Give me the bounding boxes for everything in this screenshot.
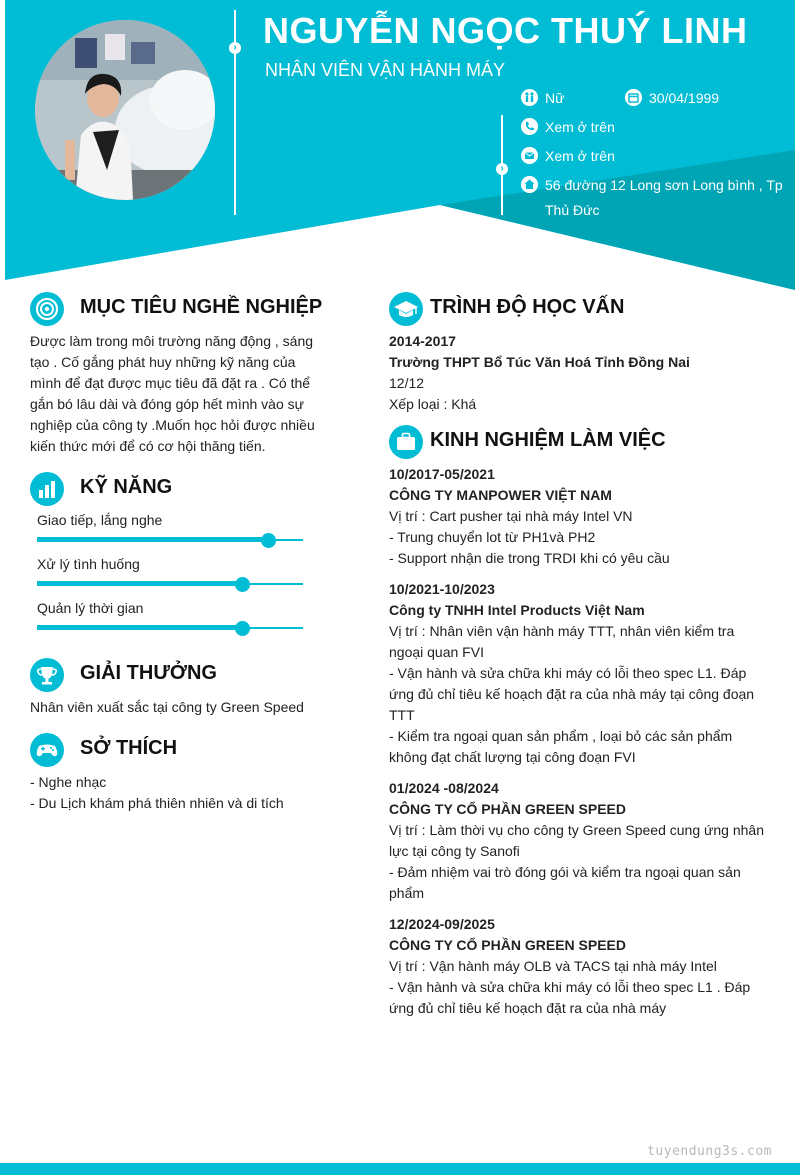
birthday-value: 30/04/1999: [649, 90, 720, 106]
watermark: tuyendung3s.com: [647, 1144, 772, 1159]
job-period: 12/2024-09/2025: [389, 916, 495, 932]
job-line: phẩm: [389, 885, 425, 901]
skill-bar: [37, 539, 303, 541]
awards-header: [30, 658, 330, 694]
education-grade: 12/12: [389, 375, 425, 391]
candidate-name: NGUYỄN NGỌC THUÝ LINH: [263, 10, 748, 51]
education-school: Trường THPT Bổ Túc Văn Hoá Tỉnh Đồng Nai: [389, 354, 690, 370]
job-line: - Kiểm tra ngoại quan sản phẩm , loại bỏ các sản phẩm: [389, 728, 733, 744]
awards-title: GIẢI THƯỞNG: [80, 662, 217, 684]
objective-line: gắn bó lâu dài và đóng góp hết mình vào sự: [30, 396, 305, 412]
candidate-role: NHÂN VIÊN VẬN HÀNH MÁY: [265, 60, 506, 80]
education-period: 2014-2017: [389, 333, 456, 349]
bar-chart-icon: [30, 472, 64, 506]
skill-bar-knob: [235, 577, 250, 592]
birthday-row: [625, 86, 745, 111]
education-title: TRÌNH ĐỘ HỌC VẤN: [430, 296, 625, 318]
job-line: - Vận hành và sửa chữa khi máy có lỗi theo spec L1 . Đáp: [389, 979, 751, 995]
job-company: Công ty TNHH Intel Products Việt Nam: [389, 602, 645, 618]
header-divider: [234, 10, 236, 215]
hobbies-header: [30, 733, 330, 769]
address-row: [521, 173, 786, 225]
skill-bar-fill: [37, 625, 242, 630]
job-company: CÔNG TY MANPOWER VIỆT NAM: [389, 487, 612, 503]
job-line: Vị trí : Vận hành máy OLB và TACS tại nhà máy Intel: [389, 958, 717, 974]
skill-bar-fill: [37, 537, 268, 542]
job-line: TTT: [389, 707, 415, 723]
skill-bar-fill: [37, 581, 242, 586]
job-line: ngoại quan FVI: [389, 644, 484, 660]
home-icon: [521, 176, 538, 193]
gamepad-icon: [30, 733, 64, 767]
hobby-item: - Du Lịch khám phá thiên nhiên và di tích: [30, 795, 284, 811]
job-line: - Trung chuyển lot từ PH1và PH2: [389, 529, 596, 545]
job-line: Vị trí : Nhân viên vận hành máy TTT, nhân viên kiểm tra: [389, 623, 735, 639]
objective-line: kiến thức mới để có cơ hội thăng tiến.: [30, 438, 266, 454]
job-line: không đạt chất lượng tại công đoạn FVI: [389, 749, 636, 765]
hobby-item: - Nghe nhạc: [30, 774, 107, 790]
phone-value: Xem ở trên: [545, 119, 615, 135]
skills-header: [30, 472, 330, 508]
chevron-right-icon: ›: [496, 163, 508, 175]
objective-line: Được làm trong môi trường năng động , sáng: [30, 333, 314, 349]
gender-row: [521, 86, 631, 111]
footer-bar: [0, 1163, 800, 1175]
objective-title: MỤC TIÊU NGHỀ NGHIỆP: [80, 296, 323, 318]
award-item: Nhân viên xuất sắc tại công ty Green Speed: [30, 699, 304, 715]
experience-header: [389, 425, 769, 461]
address-line-2: Thủ Đức: [545, 202, 600, 218]
objective-line: nghiệp của công ty .Muốn học hỏi được nhiều: [30, 417, 315, 433]
education-rank: Xếp loại : Khá: [389, 396, 477, 412]
objective-line: tạo . Cố gắng phát huy những kỹ năng của: [30, 354, 296, 370]
phone-row: [521, 115, 721, 140]
email-value: Xem ở trên: [545, 148, 615, 164]
job-line: lực tại công ty Sanofi: [389, 843, 520, 859]
profile-photo: [35, 20, 215, 200]
skill-label: Giao tiếp, lắng nghe: [37, 512, 163, 528]
hobbies-title: SỞ THÍCH: [80, 737, 178, 759]
trophy-icon: [30, 658, 64, 692]
briefcase-icon: [389, 425, 423, 459]
target-icon: [30, 292, 64, 326]
job-line: - Support nhận die trong TRDI khi có yêu cầu: [389, 550, 670, 566]
job-period: 10/2021-10/2023: [389, 581, 495, 597]
job-company: CÔNG TY CỔ PHẦN GREEN SPEED: [389, 937, 627, 953]
job-line: Vị trí : Làm thời vụ cho công ty Green Speed cung ứng nhân: [389, 822, 764, 838]
skill-label: Xử lý tình huống: [37, 556, 140, 572]
job-line: Vị trí : Cart pusher tại nhà máy Intel VN: [389, 508, 633, 524]
job-line: - Vận hành và sửa chữa khi máy có lỗi theo spec L1. Đáp: [389, 665, 747, 681]
job-period: 10/2017-05/2021: [389, 466, 495, 482]
header-banner: [0, 0, 800, 300]
calendar-icon: [625, 89, 642, 106]
graduation-cap-icon: [389, 292, 423, 326]
education-header: [389, 292, 769, 328]
job-line: ứng đủ chỉ tiêu kế hoạch đặt ra của nhà máy tại công đoạn: [389, 686, 755, 702]
address-line-1: 56 đường 12 Long sơn Long bình , Tp: [545, 177, 783, 193]
job-company: CÔNG TY CỔ PHẦN GREEN SPEED: [389, 801, 627, 817]
skill-bar: [37, 583, 303, 585]
chevron-right-icon: ›: [229, 42, 241, 54]
skill-bar-knob: [235, 621, 250, 636]
experience-title: KINH NGHIỆM LÀM VIỆC: [430, 429, 666, 451]
gender-value: Nữ: [545, 90, 565, 106]
email-row: [521, 144, 721, 169]
job-period: 01/2024 -08/2024: [389, 780, 499, 796]
skill-label: Quản lý thời gian: [37, 600, 144, 616]
job-line: ứng đủ chỉ tiêu kế hoạch đặt ra của nhà máy: [389, 1000, 667, 1016]
gender-icon: [521, 89, 538, 106]
objective-line: mình để đạt được mục tiêu đã đặt ra . Có thể: [30, 375, 311, 391]
phone-icon: [521, 118, 538, 135]
envelope-icon: [521, 147, 538, 164]
objective-header: [30, 292, 330, 328]
skill-bar-knob: [261, 533, 276, 548]
skills-title: KỸ NĂNG: [80, 476, 173, 498]
skill-bar: [37, 627, 303, 629]
job-line: - Đảm nhiệm vai trò đóng gói và kiểm tra ngoại quan sản: [389, 864, 741, 880]
